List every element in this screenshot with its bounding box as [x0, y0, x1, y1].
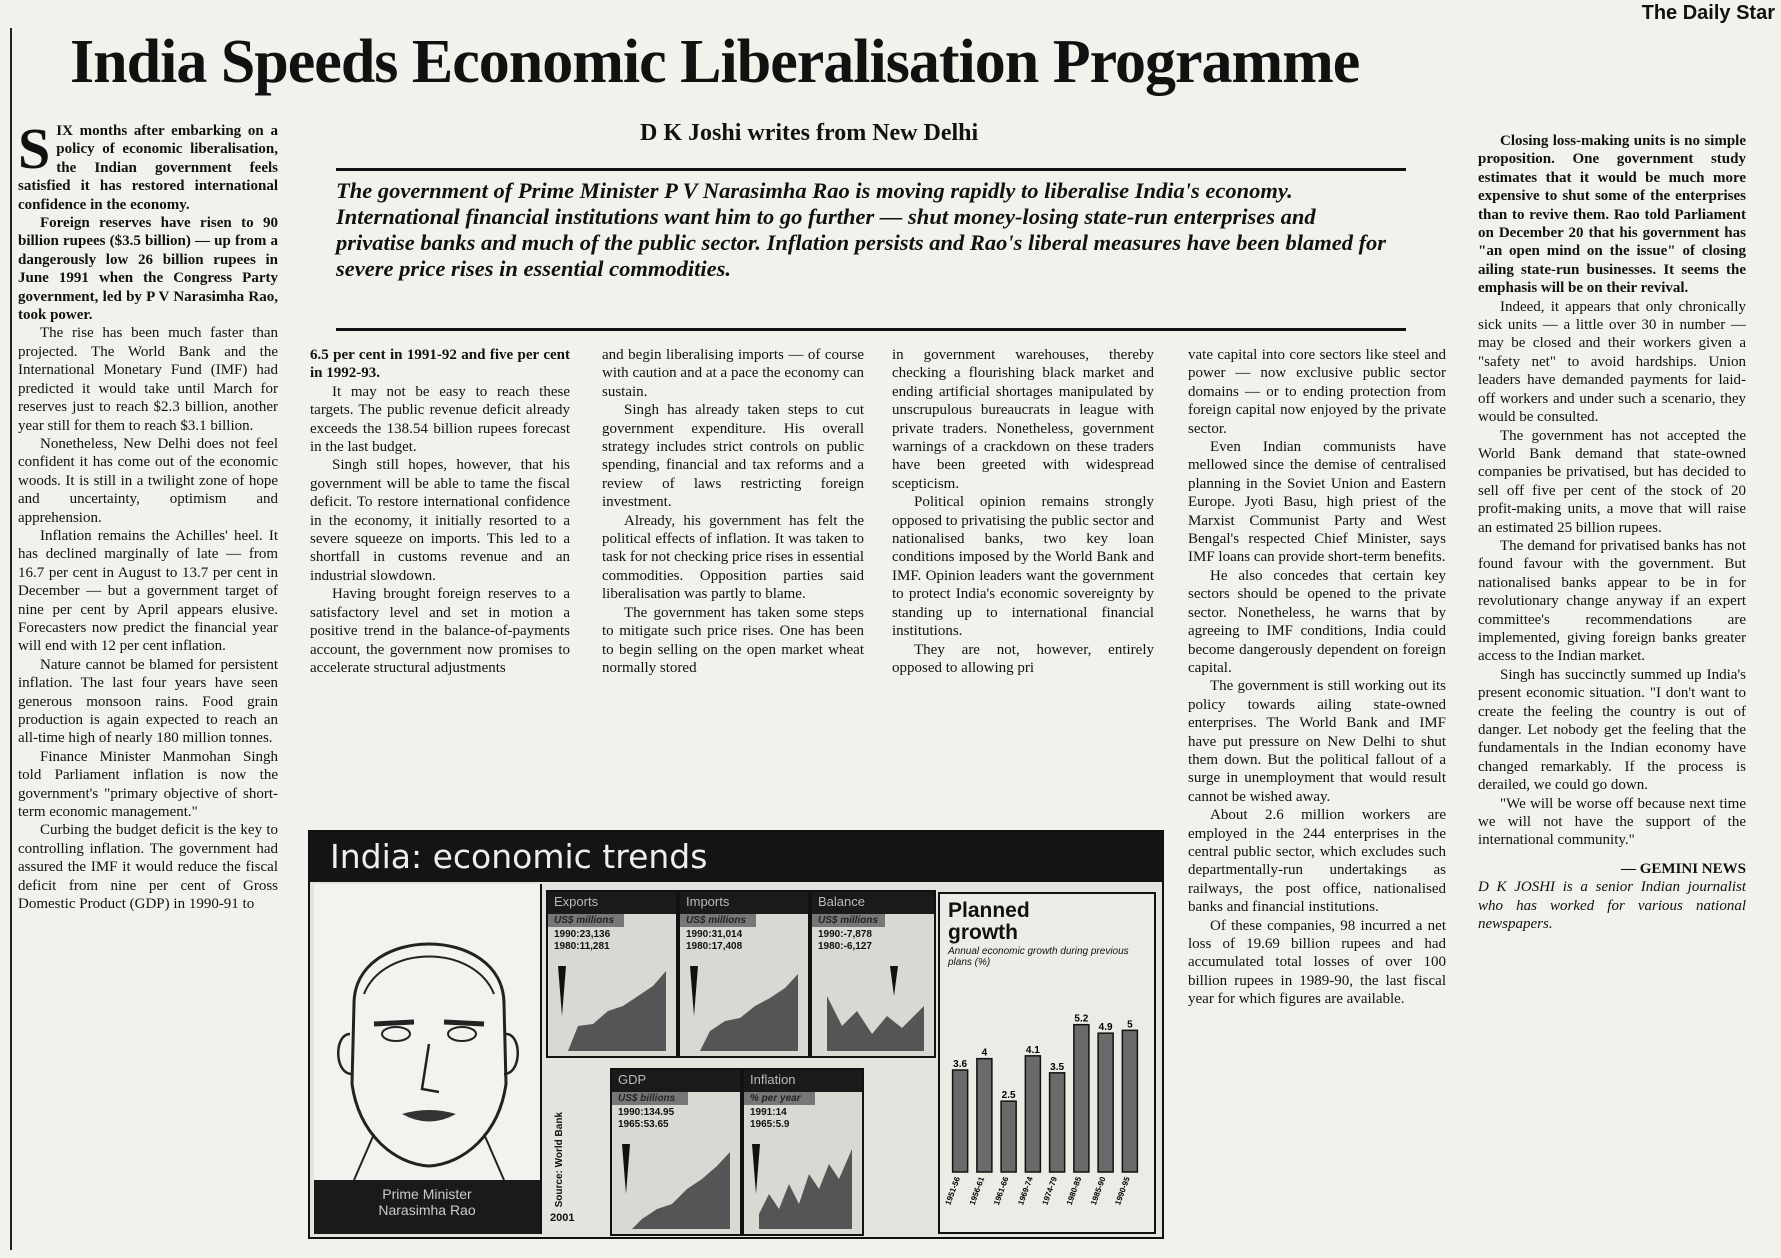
- planned-growth-chart: [938, 892, 1156, 1234]
- paragraph: Finance Minister Manmohan Singh told Parliament inflation is now the government's "primary objective of short-term economic management.": [18, 748, 278, 821]
- article-column-3: [602, 346, 864, 808]
- masthead: The Daily Star: [1641, 2, 1775, 24]
- portrait-caption: Prime Minister Narasimha Rao: [314, 1180, 540, 1234]
- panel-values: 1990:-7,878 1980:-6,127: [818, 929, 872, 952]
- panel-unit: US$ billions: [612, 1092, 688, 1105]
- panel-label: Inflation: [744, 1070, 862, 1092]
- paragraph: Singh has already taken steps to cut government expenditure. His overall strategy includes strict controls on public spending, financial and tax reforms and a review of laws restricting foreign investment.: [602, 402, 864, 511]
- article-column-6: [1478, 132, 1746, 1250]
- paragraph: The rise has been much faster than projected. The World Bank and the International Monetary Fund (IMF) had predicted it would take until March for reserves just to reach $2.3 billion, another year still for them to reach $3.1 billion.: [18, 325, 278, 434]
- chart-title: Planned growth: [948, 899, 1030, 944]
- paragraph: Indeed, it appears that only chronically sick units — a little over 30 in number — may be closed and their workers given a "safety net" to avoid hardships. Union leaders have demanded payments for laid-off workers and under such a scenario, they would be consulted.: [1478, 298, 1746, 426]
- growth-bar-value: 2.5: [1001, 1090, 1016, 1102]
- panel-label: Exports: [548, 892, 676, 914]
- paragraph: He also concedes that certain key sectors should be opened to the private sector. Nonetheless, he warns that by agreeing to IMF conditions, India could become dangerously dependent on foreign capital.: [1188, 567, 1446, 676]
- left-border-rule: [10, 28, 12, 1250]
- signoff: — GEMINI NEWS: [1620, 860, 1746, 877]
- gdp-trend-icon: [612, 1134, 736, 1234]
- graphic-year-stamp: 2001: [550, 1212, 575, 1224]
- headline: India Speeds Economic Liberalisation Programme: [70, 28, 1360, 96]
- paragraph: Inflation remains the Achilles' heel. It has declined marginally of late — from 16.7 per cent in August to 13.7 per cent in December — but a government target of nine per cent by April appears elusive. Forecasters now predict the financial year will end with 12 per cent inflation.: [18, 527, 278, 655]
- growth-bar-value: 4: [981, 1047, 988, 1059]
- growth-bar-value: 5.2: [1074, 1013, 1089, 1025]
- paragraph: Closing loss-making units is no simple proposition. One government study estimates that it would be much more expensive to shut some of the enterprises than to revive them. Rao told Parliament on December 20 that his government has "an open mind on the issue" of closing ailing state-run businesses. It seems the emphasis will be on their revival.: [1478, 133, 1746, 297]
- paragraph: The demand for privatised banks has not found favour with the government. But nationalised banks appear to be in for revolutionary change anyway if an expert committee's recommendations are implemented, giving foreign banks greater access to the Indian market.: [1478, 537, 1746, 665]
- growth-bar-value: 4.9: [1098, 1022, 1113, 1034]
- growth-bar: [977, 1059, 992, 1172]
- source-credit: Source: World Bank: [554, 1112, 565, 1208]
- panel-unit: US$ millions: [812, 914, 885, 927]
- growth-category-label: 1990-95: [1113, 1175, 1132, 1207]
- growth-bar: [1001, 1101, 1016, 1172]
- growth-bar-value: 3.6: [953, 1059, 968, 1070]
- growth-category-label: 1969-74: [1016, 1175, 1035, 1207]
- paragraph: Already, his government has felt the political effects of inflation. It was taken to task for not checking price rises in essential commodities. Opposition parties said liberalisation was partly to blame.: [602, 512, 864, 603]
- growth-category-label: 1980-85: [1064, 1175, 1084, 1207]
- growth-bars: [940, 982, 1150, 1232]
- portrait-illustration: [314, 884, 542, 1234]
- paragraph: They are not, however, entirely opposed to allowing pri: [892, 641, 1154, 676]
- paragraph: The government has taken some steps to mitigate such price rises. One has been to begin selling on the open market wheat normally stored: [602, 604, 864, 676]
- article-column-2: [310, 346, 570, 808]
- paragraph: and begin liberalising imports — of course with caution and at a pace the economy can sustain.: [602, 347, 864, 400]
- paragraph: vate capital into core sectors like steel and power — now exclusive public sector domains — or to ending protection from foreign capital now enjoyed by the private sector.: [1188, 347, 1446, 437]
- growth-category-label: 1985-90: [1089, 1175, 1108, 1207]
- deck-bottom-rule: [336, 328, 1406, 331]
- paragraph: Having brought foreign reserves to a satisfactory level and set in motion a positive trend in the balance-of-payments account, the government now promises to accelerate structural adjustments: [310, 586, 570, 676]
- chart-subtitle: Annual economic growth during previous plans (%): [948, 946, 1129, 968]
- growth-bar-value: 4.1: [1025, 1044, 1040, 1056]
- deck-top-rule: [336, 168, 1406, 171]
- panel-values: 1990:31,014 1980:17,408: [686, 929, 743, 952]
- paragraph: Of these companies, 98 incurred a net loss of 19.69 billion rupees and had accumulated total losses of over 100 billion rupees in 1989-90, the last fiscal year for which figures are available.: [1188, 917, 1446, 1008]
- balance-panel: [810, 890, 936, 1058]
- paragraph: Singh has succinctly summed up India's present economic situation. "I don't want to create the feeling the country is out of danger. Let nobody get the feeling that the fundamentals in the Indian economy have changed remarkably. If the process is derailed, we could go down.: [1478, 666, 1746, 794]
- panel-values: 1990:23,136 1980:11,281: [554, 929, 611, 952]
- growth-bar: [953, 1070, 968, 1172]
- panel-values: 1990:134.95 1965:53.65: [618, 1107, 675, 1130]
- growth-category-label: 1974-79: [1040, 1175, 1060, 1207]
- panel-unit: US$ millions: [680, 914, 756, 927]
- paragraph: Curbing the budget deficit is the key to controlling inflation. The government had assured the IMF it would reduce the fiscal deficit from nine per cent of Gross Domestic Product (GDP) in 1990-91 to: [18, 822, 278, 913]
- growth-category-label: 1961-66: [992, 1175, 1011, 1207]
- imports-panel: [678, 890, 810, 1058]
- growth-bar-value: 5: [1127, 1019, 1133, 1031]
- growth-bar-value: 3.5: [1050, 1061, 1065, 1073]
- inflation-trend-icon: [744, 1134, 858, 1234]
- graphic-title: India: economic trends: [310, 832, 1162, 882]
- balance-trend-icon: [812, 956, 930, 1056]
- panel-label: Imports: [680, 892, 808, 914]
- exports-panel: [546, 890, 678, 1058]
- byline: D K Joshi writes from New Delhi: [640, 120, 979, 146]
- panel-unit: % per year: [744, 1092, 815, 1105]
- paragraph: Foreign reserves have risen to 90 billion rupees ($3.5 billion) — up from a dangerously low 26 billion rupees in June 1991 when the Congress Party government, led by P V Narasimha Rao, took power.: [18, 215, 278, 324]
- panel-unit: US$ millions: [548, 914, 624, 927]
- author-bio: D K JOSHI is a senior Indian journalist who has worked for various national newspapers.: [1478, 879, 1746, 933]
- panel-values: 1991:14 1965:5.9: [750, 1107, 790, 1130]
- paragraph: The government has not accepted the World Bank demand that state-owned companies be privatised, but has decided to sell off five per cent of the stock of 20 profit-making units, a move that will raise an estimated 25 billion rupees.: [1478, 427, 1746, 536]
- paragraph: It may not be easy to reach these targets. The public revenue deficit already exceeds the 138.54 billion rupees forecast in the last budget.: [310, 383, 570, 456]
- article-column-4: [892, 346, 1154, 808]
- growth-category-label: 1956-61: [967, 1175, 987, 1207]
- growth-bar: [1050, 1073, 1065, 1172]
- paragraph: 6.5 per cent in 1991-92 and five per cent in 1992-93.: [310, 347, 570, 382]
- paragraph: SIX months after embarking on a policy of economic liberalisation, the Indian government feels satisfied it has restored international confidence in the economy.: [18, 122, 278, 213]
- article-column-1: [18, 122, 278, 1250]
- growth-bar: [1074, 1025, 1089, 1172]
- drop-cap: S: [18, 122, 51, 181]
- imports-trend-icon: [680, 956, 804, 1056]
- paragraph: "We will be worse off because next time we will not have the support of the international community.": [1478, 795, 1746, 849]
- growth-category-label: 1951-56: [943, 1175, 963, 1207]
- growth-bar: [1025, 1056, 1040, 1172]
- portrait-sketch-icon: [314, 884, 540, 1180]
- paragraph: Singh still hopes, however, that his government will be able to tame the fiscal deficit. To restore international confidence in the economy, it initially resorted to a severe squeeze on imports. This led to a shortfall in customs revenue and an industrial slowdown.: [310, 457, 570, 584]
- panel-label: Balance: [812, 892, 934, 914]
- panel-label: GDP: [612, 1070, 740, 1092]
- growth-bar: [1122, 1030, 1137, 1172]
- exports-trend-icon: [548, 956, 672, 1056]
- paragraph: Political opinion remains strongly opposed to privatising the public sector and nationalised banks, two key loan conditions imposed by the World Bank and IMF. Opinion leaders want the government to protect India's economic sovereignty by standing up to international financial institutions.: [892, 494, 1154, 640]
- economic-trends-graphic: [308, 830, 1164, 1239]
- paragraph: The government is still working out its policy towards ailing state-owned enterprises. The World Bank and IMF have put pressure on New Delhi to shut them down. But the political fallout of a surge in unemployment that would result cannot be wished away.: [1188, 678, 1446, 805]
- paragraph: Nonetheless, New Delhi does not feel confident it has come out of the economic woods. It is still in a twilight zone of hope and uncertainty, optimism and apprehension.: [18, 435, 278, 526]
- paragraph: Nature cannot be blamed for persistent inflation. The last four years have seen generous monsoon rains. Food grain production is again expected to reach an all-time high of nearly 180 million tonnes.: [18, 656, 278, 747]
- deck-summary: The government of Prime Minister P V Narasimha Rao is moving rapidly to liberalise India's economy. International financial institutions want him to go further — shut money-losing state-run enterprises and privatise banks and much of the public sector. Inflation persists and Rao's liberal measures have been blamed for severe price rises in essential commodities.: [336, 178, 1387, 281]
- inflation-panel: [742, 1068, 864, 1236]
- gdp-panel: [610, 1068, 742, 1236]
- paragraph: Even Indian communists have mellowed since the demise of centralised planning in the Soviet Union and Eastern Europe. Jyoti Basu, high priest of the Marxist Communist Party and West Bengal's respected Chief Minister, says IMF loans can provide short-term benefits.: [1188, 439, 1446, 566]
- growth-bar: [1098, 1033, 1113, 1172]
- article-column-5: [1188, 346, 1446, 1250]
- paragraph: About 2.6 million workers are employed in the 244 enterprises in the central public sector, which excludes such departmentally-run undertakings as railways, the post office, nationalised banks and financial institutions.: [1188, 807, 1446, 916]
- paragraph: in government warehouses, thereby checking a flourishing black market and ending artificial shortages manipulated by unscrupulous bureaucrats in league with private traders. Nonetheless, government warnings of a crackdown on these traders have been greeted with widespread scepticism.: [892, 347, 1154, 492]
